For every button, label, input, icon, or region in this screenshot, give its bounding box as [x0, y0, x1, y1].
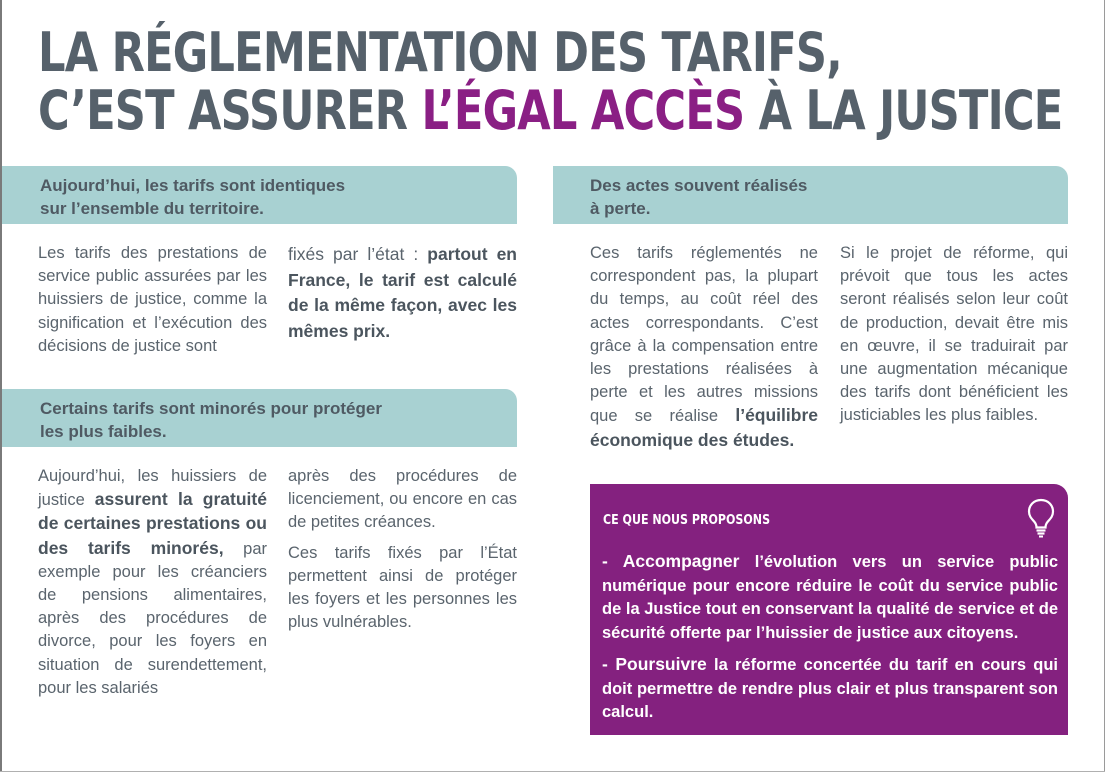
title-accent: L’ÉGAL ACCÈS: [421, 79, 745, 142]
text-run: fixés par l’état :: [288, 244, 428, 264]
proposal-text: la réforme concertée du tarif en cours qui doit permettre de rendre plus clair et plus transparent son calcul.: [602, 656, 1058, 721]
heading-line: les plus faibles.: [40, 422, 167, 441]
section-heading-identical-tariffs: [2, 166, 517, 224]
paragraph-loss-acts-col1: [590, 242, 818, 453]
title-line-1: LA RÉGLEMENTATION DES TARIFS,: [38, 21, 842, 84]
paragraph-reduced-tariffs-col1: [38, 465, 267, 700]
title-line-2-start: C’EST ASSURER: [38, 79, 422, 142]
text-run: Aujourd’hui, les huissiers de justice: [38, 467, 267, 510]
text-run: par exemple pour les créanciers de pensions alimentaires, après des procédures de divorce, pour les foyers en situation de surendettement, pour les salariés: [38, 539, 267, 697]
emphasis-text: l’équilibre économique des études.: [590, 405, 818, 450]
section-heading-reduced-tariffs: [2, 389, 517, 447]
title-line-2-end: À LA JUSTICE: [744, 79, 1063, 142]
paragraph-identical-tariffs-col2: [288, 242, 517, 344]
paragraph-identical-tariffs-col1: Les tarifs des prestations de service public assurées par les huissiers de justice, comme la signification et l’exécution des décisions de justice sont: [38, 244, 267, 355]
proposal-item: [602, 653, 1058, 725]
proposals-box: [590, 484, 1068, 735]
heading-line: sur l’ensemble du territoire.: [40, 199, 264, 218]
heading-line: Certains tarifs sont minorés pour protéger: [40, 399, 382, 418]
paragraph: Ces tarifs fixés par l’État permettent ainsi de protéger les foyers et les personnes les plus vulnérables.: [288, 543, 517, 632]
proposal-text: l’évolution vers un service public numérique pour encore réduire le coût du service public de la Justice tout en conservant la qualité de service et de sécurité offerte par l’huissier de justice aux citoyens.: [602, 553, 1058, 642]
proposal-item: [602, 550, 1058, 645]
proposals-title: CE QUE NOUS PROPOSONS: [603, 512, 771, 528]
proposal-lead: - Poursuivre: [602, 654, 707, 674]
lightbulb-icon: [1027, 498, 1055, 538]
paragraph: après des procédures de licenciement, ou encore en cas de petites créances.: [288, 467, 517, 532]
section-heading-loss-acts: [553, 166, 1068, 224]
page-title: [38, 21, 1063, 142]
heading-line: Des actes souvent réalisés: [590, 176, 808, 195]
proposal-lead: - Accompagner: [602, 551, 740, 571]
heading-line: Aujourd’hui, les tarifs sont identiques: [40, 176, 346, 195]
paragraph-loss-acts-col2: Si le projet de réforme, qui prévoit que tous les actes seront réalisés selon leur coût de production, devait être mis en œuvre, il se traduirait par une augmentation mécanique des tarifs dont bénéficient les justiciables les plus faibles.: [840, 244, 1068, 425]
emphasis-text: partout en France, le tarif est calculé de la même façon, avec les mêmes prix.: [288, 244, 517, 341]
text-run: Ces tarifs réglementés ne correspondent pas, la plupart du temps, au coût réel des actes correspondants. C’est grâce à la compensation entre les prestations réalisées à perte et les autres missions que se réalise: [590, 244, 818, 426]
heading-line: à perte.: [590, 199, 651, 218]
emphasis-text: assurent la gratuité de certaines prestations ou des tarifs minorés,: [38, 489, 267, 558]
page-left-border: [0, 0, 2, 772]
paragraph-reduced-tariffs-col2: [288, 465, 517, 641]
